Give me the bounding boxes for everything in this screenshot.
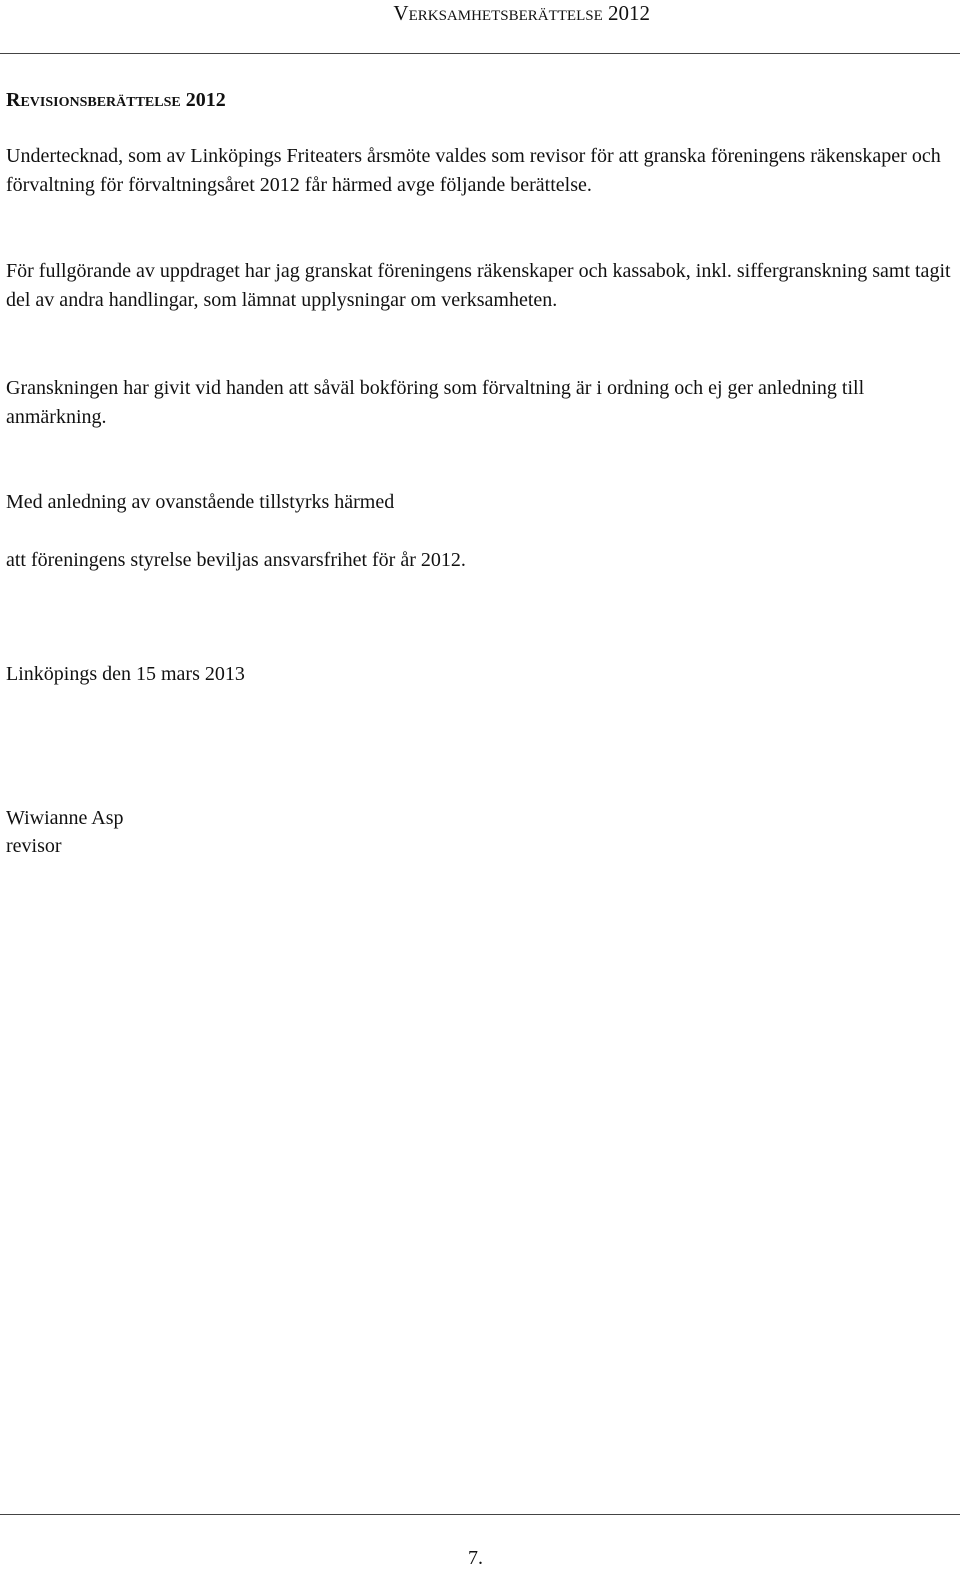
footer-divider bbox=[0, 1514, 960, 1515]
paragraph-discharge: att föreningens styrelse beviljas ansvarsfrihet för år 2012. bbox=[6, 549, 466, 571]
section-heading: Revisionsberättelse 2012 bbox=[6, 89, 226, 111]
paragraph-intro: Undertecknad, som av Linköpings Friteaters årsmöte valdes som revisor för att granska föreningens räkenskaper och förvaltning för förvaltningsåret 2012 får härmed avge följande berättelse. bbox=[6, 145, 941, 196]
signature-name: Wiwianne Asp bbox=[6, 807, 124, 829]
paragraph-findings: Granskningen har givit vid handen att såväl bokföring som förvaltning är i ordning och ej ger anledning till anmärkning. bbox=[6, 377, 865, 428]
header-divider bbox=[0, 53, 960, 54]
signature-place-date: Linköpings den 15 mars 2013 bbox=[6, 663, 245, 685]
paragraph-recommendation: Med anledning av ovanstående tillstyrks härmed bbox=[6, 491, 395, 513]
signature-role: revisor bbox=[6, 835, 62, 857]
document-header-title: Verksamhetsberättelse 2012 bbox=[393, 1, 650, 25]
page-number: 7. bbox=[468, 1547, 483, 1569]
paragraph-scope: För fullgörande av uppdraget har jag granskat föreningens räkenskaper och kassabok, inkl. siffergranskning samt tagit del av andra handlingar, som lämnat upplysningar om verksamheten. bbox=[6, 260, 951, 311]
